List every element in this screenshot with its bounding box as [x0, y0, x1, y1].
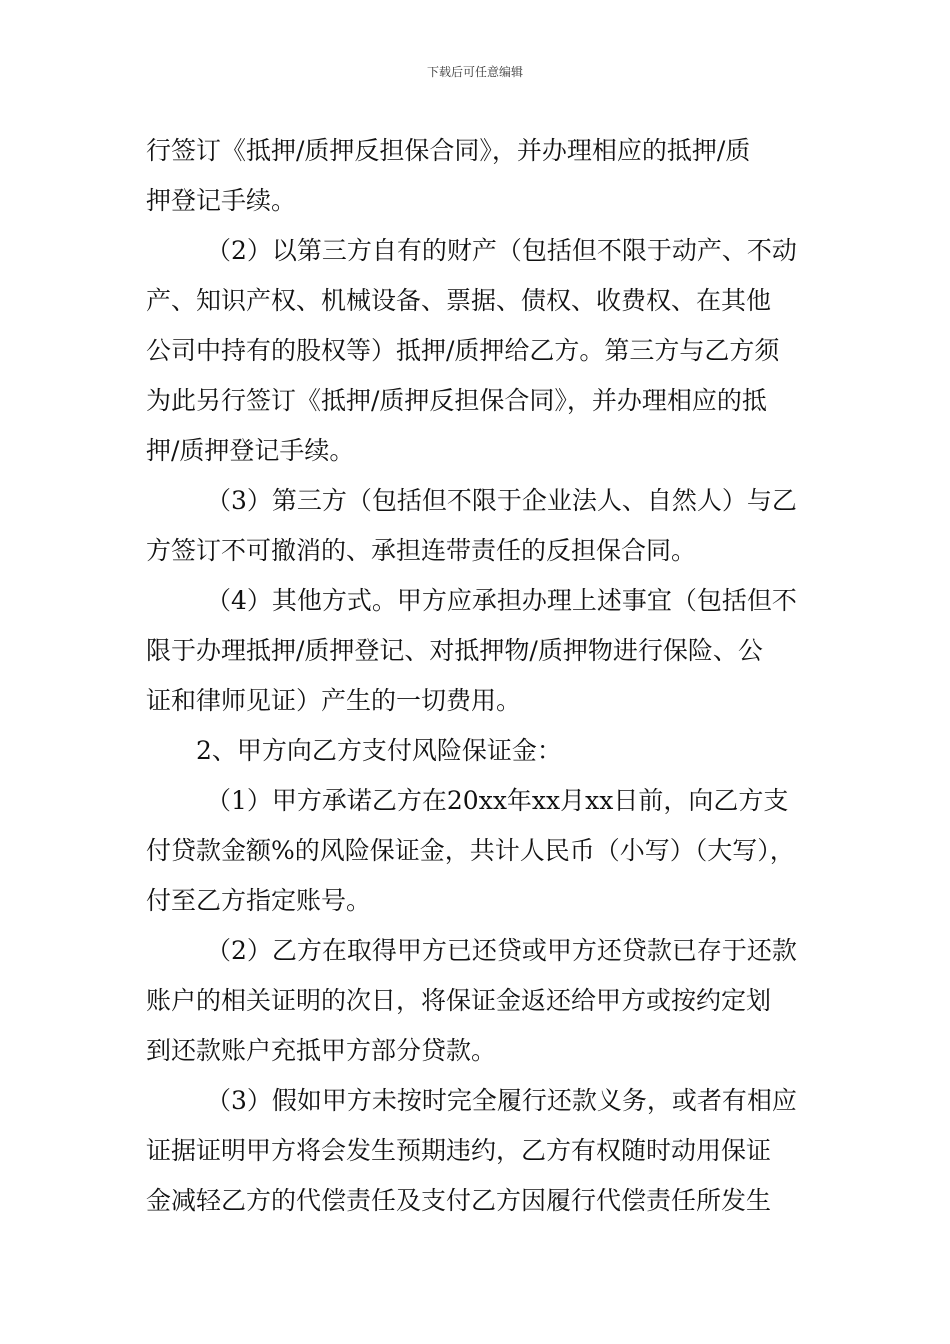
text-line: （3）第三方（包括但不限于企业法人、自然人）与乙 — [206, 486, 797, 515]
text-line: （2）乙方在取得甲方已还贷或甲方还贷款已存于还款 — [206, 936, 797, 965]
text-line: 为此另行签订《抵押/质押反担保合同》，并办理相应的抵 — [146, 386, 767, 415]
text-line: 付至乙方指定账号。 — [146, 886, 372, 915]
text-line: 账户的相关证明的次日，将保证金返还给甲方或按约定划 — [146, 986, 772, 1015]
text-line: 证和律师见证）产生的一切费用。 — [146, 686, 522, 715]
page-header: 下载后可任意编辑 — [426, 65, 523, 79]
text-line: 金减轻乙方的代偿责任及支付乙方因履行代偿责任所发生 — [146, 1186, 772, 1215]
text-line: （1）甲方承诺乙方在20xx年xx月xx日前，向乙方支 — [206, 786, 789, 815]
text-line: 付贷款金额%的风险保证金，共计人民币（小写）（大写）， — [146, 836, 795, 865]
text-line: 2、甲方向乙方支付风险保证金： — [196, 736, 562, 765]
text-line: （3）假如甲方未按时完全履行还款义务，或者有相应 — [206, 1086, 797, 1115]
text-line: 证据证明甲方将会发生预期违约，乙方有权随时动用保证 — [146, 1136, 772, 1165]
text-line: 产、知识产权、机械设备、票据、债权、收费权、在其他 — [146, 286, 772, 315]
text-line: （2）以第三方自有的财产（包括但不限于动产、不动 — [206, 236, 797, 265]
text-line: 到还款账户充抵甲方部分贷款。 — [146, 1036, 497, 1065]
text-line: 押登记手续。 — [146, 186, 297, 215]
text-line: 方签订不可撤消的、承担连带责任的反担保合同。 — [146, 536, 697, 565]
text-line: 押/质押登记手续。 — [146, 436, 355, 465]
text-line: 公司中持有的股权等）抵押/质押给乙方。第三方与乙方须 — [146, 336, 780, 365]
text-line: 行签订《抵押/质押反担保合同》，并办理相应的抵押/质 — [146, 136, 751, 165]
document-body — [146, 126, 808, 1226]
text-line: 限于办理抵押/质押登记、对抵押物/质押物进行保险、公 — [146, 636, 763, 665]
text-line: （4）其他方式。甲方应承担办理上述事宜（包括但不 — [206, 586, 797, 615]
